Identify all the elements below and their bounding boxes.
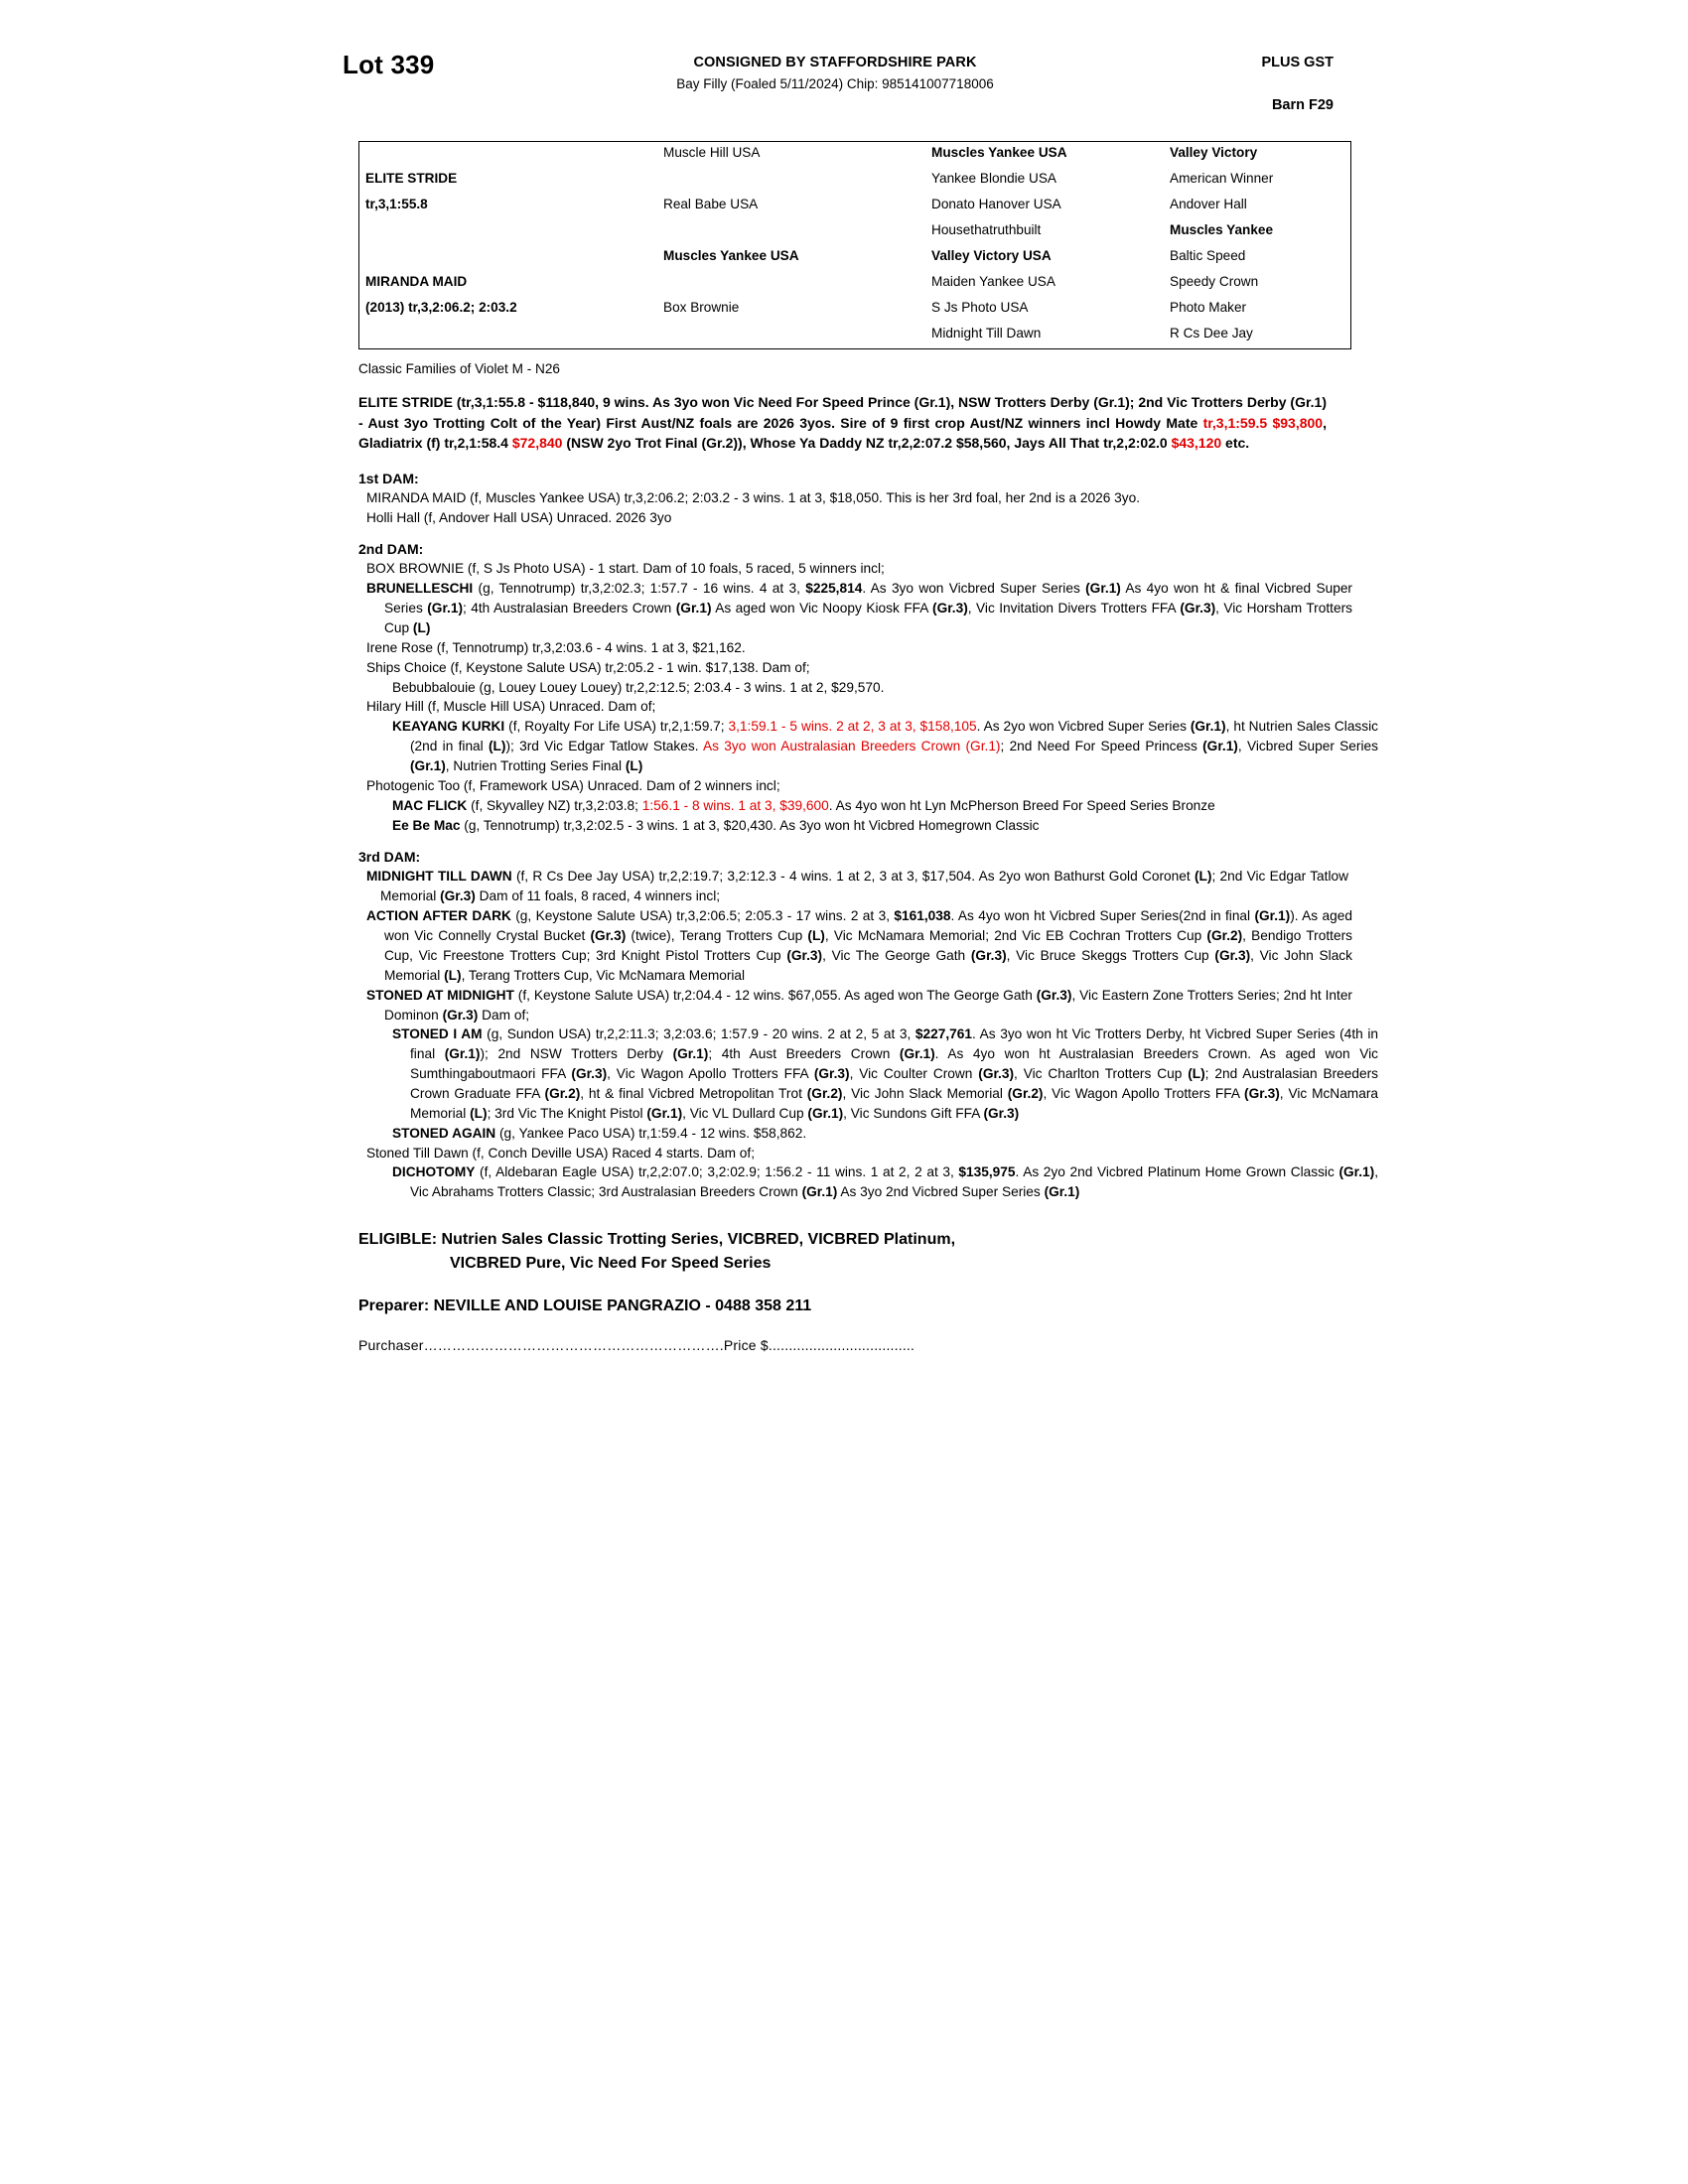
entry-segment: (Gr.3) <box>1244 1085 1280 1101</box>
entry-segment: Irene Rose (f, Tennotrump) tr,3,2:03.6 - 4 wins. 1 at 3, $21,162. <box>366 639 746 655</box>
entry-segment: . As 3yo won ht Vic Trotters Derby, ht Vicbred Super Series (4th in final <box>410 1026 1378 1062</box>
entry-segment: (L) <box>489 739 506 754</box>
entry-segment: (L) <box>412 620 431 636</box>
entry-segment: ; 3rd Vic The Knight Pistol <box>487 1105 647 1121</box>
entry-segment: (L) <box>1194 869 1212 885</box>
entry-segment: (Gr.2) <box>1007 1085 1044 1101</box>
pedigree-entry <box>358 1144 1352 1163</box>
pedigree-cell: S Js Photo USA <box>931 300 1029 315</box>
pedigree-entry <box>358 776 1352 796</box>
entry-segment: (g, Yankee Paco USA) tr,1:59.4 - 12 wins. $58,862. <box>495 1125 807 1141</box>
entry-segment: (Gr.3) <box>978 1066 1015 1082</box>
entry-segment: (Gr.3) <box>1214 947 1251 963</box>
entry-segment: (L) <box>1188 1066 1205 1082</box>
entry-segment: ACTION AFTER DARK <box>366 908 511 924</box>
entry-segment: Bebubbalouie (g, Louey Louey Louey) tr,2,2:12.5; 2:03.4 - 3 wins. 1 at 2, $29,570. <box>392 679 885 695</box>
entry-segment: (Gr.3) <box>1180 601 1216 616</box>
consignor-line: CONSIGNED BY STAFFORDSHIRE PARK <box>693 55 977 70</box>
horse-description: Bay Filly (Foaled 5/11/2024) Chip: 985141007718006 <box>676 76 994 91</box>
entry-segment: 3,1:59.1 - 5 wins. 2 at 2, 3 at 3, $158,105 <box>728 719 977 735</box>
pedigree-cell <box>657 219 925 245</box>
pedigree-cell: tr,3,1:55.8 <box>365 197 428 211</box>
entry-segment: , Nutrien Trotting Series Final <box>445 758 626 774</box>
sire-text-4: etc. <box>1221 435 1250 452</box>
entry-segment: KEAYANG KURKI <box>392 719 505 735</box>
sire-summary <box>358 392 1327 454</box>
dam-heading: 3rd DAM: <box>358 849 421 866</box>
entry-segment: (Gr.1) <box>646 1105 683 1121</box>
eligible-block <box>358 1228 1252 1276</box>
entry-segment: . As 4yo won ht Australasian Breeders Crown. As aged won Vic Sumthingaboutmaori FFA <box>410 1046 1378 1082</box>
entry-segment: , Terang Trotters Cup, Vic McNamara Memorial <box>461 967 746 983</box>
pedigree-entry <box>358 508 1348 528</box>
entry-segment: (Gr.1) <box>675 601 712 616</box>
classic-families: Classic Families of Violet M - N26 <box>358 361 560 376</box>
sire-highlight-2: $72,840 <box>511 435 563 452</box>
entry-segment: (f, Royalty For Life USA) tr,2,1:59.7; <box>504 719 729 735</box>
entry-segment: (L) <box>625 758 643 774</box>
entry-segment: DICHOTOMY <box>392 1164 476 1180</box>
pedigree-entry <box>358 488 1348 508</box>
entry-segment: (Gr.1) <box>1190 719 1226 735</box>
plus-gst-label: PLUS GST <box>1261 55 1334 70</box>
pedigree-cell <box>359 219 657 245</box>
entry-segment: , Bendigo Trotters Cup, Vic Freestone Trotters Cup; 3rd Knight Pistol Trotters Cup <box>384 928 1352 963</box>
entry-segment: ; 4th Aust Breeders Crown <box>708 1046 900 1062</box>
entry-segment: , Vic Wagon Apollo Trotters FFA <box>607 1066 814 1082</box>
entry-segment: ); 2nd NSW Trotters Derby <box>480 1046 673 1062</box>
entry-segment: (Gr.2) <box>1206 928 1243 944</box>
entry-segment: , Vic Horsham Trotters Cup <box>384 601 1352 636</box>
entry-segment: (Gr.3) <box>571 1066 608 1082</box>
pedigree-cell: Speedy Crown <box>1170 274 1259 289</box>
pedigree-row <box>359 245 1372 271</box>
preparer-line: Preparer: NEVILLE AND LOUISE PANGRAZIO - 0488 358 211 <box>358 1297 812 1315</box>
entry-segment: , Vic McNamara Memorial <box>410 1085 1378 1121</box>
entry-segment: STONED AGAIN <box>392 1125 496 1141</box>
pedigree-entry <box>358 658 1352 678</box>
eligible-line-1: ELIGIBLE: Nutrien Sales Classic Trotting Series, VICBRED, VICBRED Platinum, <box>358 1231 956 1249</box>
pedigree-row <box>359 194 1372 219</box>
pedigree-cell: R Cs Dee Jay <box>1170 326 1253 341</box>
entry-segment: (Gr.1) <box>672 1046 709 1062</box>
pedigree-cell: (2013) tr,3,2:06.2; 2:03.2 <box>365 300 517 315</box>
entry-segment: (g, Sundon USA) tr,2,2:11.3; 3,2:03.6; 1:57.9 - 20 wins. 2 at 2, 5 at 3, <box>482 1026 915 1042</box>
entry-segment: Photogenic Too (f, Framework USA) Unraced. Dam of 2 winners incl; <box>366 777 780 793</box>
entry-segment: ; 4th Australasian Breeders Crown <box>463 601 676 616</box>
entry-segment: $161,038 <box>894 908 951 924</box>
sire-text-1: ELITE STRIDE (tr,3,1:55.8 - $118,840, 9 wins. As 3yo won Vic Need For Speed Prince (Gr.1), NSW Trotters Derby (Gr.1); 2nd Vic Trotters Derby (Gr.1) - Aust 3yo Trotting Colt of the Year) First Aust/NZ foals are 2026 3yos. Sire of 9 first crop Aust/NZ winners incl Howdy Mate <box>358 394 1327 431</box>
entry-segment: $225,814 <box>805 581 863 597</box>
entry-segment: (Gr.3) <box>813 1066 850 1082</box>
pedigree-row <box>359 323 1372 348</box>
entry-segment: ; 2nd Australasian Breeders Crown Graduate FFA <box>410 1066 1379 1101</box>
entry-segment: (Gr.1) <box>1044 1184 1080 1200</box>
pedigree-entry <box>358 1162 1378 1202</box>
page-header <box>343 46 1345 137</box>
sire-highlight-1: tr,3,1:59.5 $93,800 <box>1202 414 1324 431</box>
entry-segment: ). As aged won Vic Connelly Crystal Bucket <box>384 908 1352 944</box>
pedigree-entry <box>358 638 1352 658</box>
entry-segment: Holli Hall (f, Andover Hall USA) Unraced. 2026 3yo <box>366 509 672 525</box>
entry-segment: (Gr.3) <box>786 947 823 963</box>
pedigree-cell: Real Babe USA <box>663 197 759 211</box>
entry-segment: Ships Choice (f, Keystone Salute USA) tr,2:05.2 - 1 win. $17,138. Dam of; <box>366 659 810 675</box>
entry-segment: (g, Keystone Salute USA) tr,3,2:06.5; 2:05.3 - 17 wins. 2 at 3, <box>510 908 895 924</box>
entry-segment: , ht Nutrien Sales Classic (2nd in final <box>410 719 1379 754</box>
pedigree-entry <box>358 579 1352 638</box>
pedigree-cell: Photo Maker <box>1170 300 1247 315</box>
entry-segment: (Gr.3) <box>442 1007 479 1023</box>
entry-segment: . As 4yo won ht Lyn McPherson Breed For Speed Series Bronze <box>828 797 1215 813</box>
entry-segment: (twice), Terang Trotters Cup <box>626 928 808 944</box>
pedigree-cell: Baltic Speed <box>1170 248 1246 263</box>
entry-segment: ; 2nd Need For Speed Princess <box>1000 739 1203 754</box>
entry-segment: (Gr.1) <box>410 758 446 774</box>
pedigree-cell: ELITE STRIDE <box>365 171 458 186</box>
dam-heading: 2nd DAM: <box>358 541 424 558</box>
pedigree-row <box>359 168 1372 194</box>
entry-segment: As 3yo won Australasian Breeders Crown (Gr.1) <box>703 739 1001 754</box>
sire-text-2: , Gladiatrix (f) tr,2,1:58.4 <box>358 414 1327 452</box>
entry-segment: (Gr.1) <box>427 601 463 616</box>
entry-segment: As 3yo 2nd Vicbred Super Series <box>837 1184 1045 1200</box>
entry-segment: , Vic Charlton Trotters Cup <box>1014 1066 1189 1082</box>
entry-segment: (g, Tennotrump) tr,3,2:02.3; 1:57.7 - 16 wins. 4 at 3, <box>473 581 806 597</box>
pedigree-entry <box>358 717 1378 776</box>
dam-heading: 1st DAM: <box>358 470 419 486</box>
entry-segment: (Gr.3) <box>983 1105 1020 1121</box>
pedigree-cell <box>359 142 657 168</box>
pedigree-cell: American Winner <box>1170 171 1274 186</box>
pedigree-entry <box>358 1024 1378 1123</box>
pedigree-entry <box>358 559 1348 579</box>
pedigree-cell <box>359 323 657 348</box>
entry-segment: , Vic Wagon Apollo Trotters FFA <box>1043 1085 1245 1101</box>
entry-segment: (Gr.2) <box>544 1085 581 1101</box>
entry-segment: MAC FLICK <box>392 797 468 813</box>
entry-segment: , Vic John Slack Memorial <box>842 1085 1008 1101</box>
entry-segment: Ee Be Mac <box>392 817 461 833</box>
lot-number: Lot 339 <box>343 50 435 79</box>
entry-segment: (f, Keystone Salute USA) tr,2:04.4 - 12 wins. $67,055. As aged won The George Gath <box>513 987 1037 1003</box>
pedigree-entry <box>358 867 1348 906</box>
pedigree-cell: Housethatruthbuilt <box>931 222 1042 237</box>
pedigree-cell: Muscles Yankee <box>1170 222 1274 237</box>
entry-segment: Dam of; <box>478 1007 530 1023</box>
pedigree-entry <box>358 906 1352 985</box>
pedigree-table <box>359 142 1372 348</box>
pedigree-cell <box>657 323 925 348</box>
pedigree-row <box>359 297 1372 323</box>
pedigree-entry <box>358 678 1378 698</box>
entry-segment: (Gr.3) <box>1036 987 1072 1003</box>
pedigree-row <box>359 142 1372 168</box>
entry-segment: Hilary Hill (f, Muscle Hill USA) Unraced. Dam of; <box>366 699 656 715</box>
entry-segment: , Vic Invitation Divers Trotters FFA <box>967 601 1181 616</box>
entry-segment: (Gr.1) <box>801 1184 838 1200</box>
entry-segment: (Gr.1) <box>1338 1164 1375 1180</box>
pedigree-entry <box>358 697 1352 717</box>
entry-segment: $135,975 <box>958 1164 1016 1180</box>
pedigree-cell <box>657 168 925 194</box>
entry-segment: , Vic McNamara Memorial; 2nd Vic EB Cochran Trotters Cup <box>824 928 1207 944</box>
entry-segment: (Gr.1) <box>1085 581 1121 597</box>
barn-label: Barn F29 <box>1271 97 1334 113</box>
entry-segment: BRUNELLESCHI <box>366 581 474 597</box>
entry-segment: (Gr.2) <box>806 1085 843 1101</box>
entry-segment: (Gr.1) <box>444 1046 481 1062</box>
pedigree-cell: Valley Victory <box>1170 145 1258 160</box>
entry-segment: . As 3yo won Vicbred Super Series <box>862 581 1086 597</box>
page-content <box>343 46 1379 1354</box>
entry-segment: As 4yo won ht & final Vicbred Super Series <box>384 581 1352 616</box>
entry-segment: (Gr.3) <box>590 928 627 944</box>
entry-segment: , Vic Abrahams Trotters Classic; 3rd Australasian Breeders Crown <box>410 1164 1378 1200</box>
entry-segment: (Gr.3) <box>932 601 968 616</box>
pedigree-cell: Box Brownie <box>663 300 740 315</box>
sire-highlight-3: $43,120 <box>1171 435 1222 452</box>
pedigree-entry <box>358 796 1378 816</box>
eligible-line-2: VICBRED Pure, Vic Need For Speed Series <box>450 1255 772 1273</box>
pedigree-cell: Muscles Yankee USA <box>663 248 799 263</box>
entry-segment: Stoned Till Dawn (f, Conch Deville USA) Raced 4 starts. Dam of; <box>366 1145 756 1160</box>
pedigree-cell: Yankee Blondie USA <box>931 171 1056 186</box>
purchaser-line: Purchaser……………………………………………………….Price $.................................... <box>358 1337 915 1354</box>
entry-segment: 1:56.1 - 8 wins. 1 at 3, $39,600 <box>641 797 829 813</box>
entry-segment: , Vic The George Gath <box>822 947 971 963</box>
entry-segment: As aged won Vic Noopy Kiosk FFA <box>711 601 933 616</box>
pedigree-entry <box>358 1124 1378 1144</box>
entry-segment: ); 3rd Vic Edgar Tatlow Stakes. <box>505 739 704 754</box>
entry-segment: (f, Aldebaran Eagle USA) tr,2,2:07.0; 3,2:02.9; 1:56.2 - 11 wins. 1 at 2, 2 at 3, <box>475 1164 959 1180</box>
entry-segment: (Gr.1) <box>1254 908 1291 924</box>
pedigree-cell: Muscle Hill USA <box>663 145 761 160</box>
pedigree-cell <box>359 245 657 271</box>
entry-segment: (g, Tennotrump) tr,3,2:02.5 - 3 wins. 1 at 3, $20,430. As 3yo won ht Vicbred Homegrown Classic <box>460 817 1040 833</box>
pedigree-entry <box>358 816 1378 836</box>
entry-segment: (f, Skyvalley NZ) tr,3,2:03.8; <box>467 797 642 813</box>
entry-segment: , Vic Bruce Skeggs Trotters Cup <box>1006 947 1215 963</box>
entry-segment: . As 2yo won Vicbred Super Series <box>976 719 1191 735</box>
entry-segment: STONED AT MIDNIGHT <box>366 987 514 1003</box>
entry-segment: (f, R Cs Dee Jay USA) tr,2,2:19.7; 3,2:12.3 - 4 wins. 1 at 2, 3 at 3, $17,504. As 2yo won Bathurst Gold Coronet <box>511 869 1195 885</box>
pedigree-row <box>359 219 1372 245</box>
entry-segment: (Gr.1) <box>807 1105 844 1121</box>
entry-segment: . As 2yo 2nd Vicbred Platinum Home Grown Classic <box>1015 1164 1339 1180</box>
entry-segment: (Gr.1) <box>899 1046 935 1062</box>
entry-segment: BOX BROWNIE (f, S Js Photo USA) - 1 start. Dam of 10 foals, 5 raced, 5 winners incl; <box>366 561 885 577</box>
entry-segment: MIDNIGHT TILL DAWN <box>366 869 512 885</box>
entry-segment: (Gr.3) <box>970 947 1007 963</box>
entry-segment: . As 4yo won ht Vicbred Super Series(2nd in final <box>950 908 1255 924</box>
entry-segment: Dam of 11 foals, 8 raced, 4 winners incl; <box>475 888 721 904</box>
pedigree-cell: Andover Hall <box>1170 197 1247 211</box>
entry-segment: STONED I AM <box>392 1026 483 1042</box>
entry-segment: (L) <box>470 1105 488 1121</box>
entry-segment: (L) <box>807 928 825 944</box>
pedigree-cell: MIRANDA MAID <box>365 274 468 289</box>
sire-text-3: (NSW 2yo Trot Final (Gr.2)), Whose Ya Daddy NZ tr,2,2:07.2 $58,560, Jays All That tr,2,2:02.0 <box>562 435 1172 452</box>
pedigree-cell: Midnight Till Dawn <box>931 326 1042 341</box>
entry-segment: ; 2nd Vic Edgar Tatlow Memorial <box>380 869 1348 904</box>
pedigree-cell: Maiden Yankee USA <box>931 274 1055 289</box>
entry-segment: (Gr.1) <box>1202 739 1238 754</box>
entry-segment: , ht & final Vicbred Metropolitan Trot <box>580 1085 807 1101</box>
entry-segment: , Vic Coulter Crown <box>849 1066 979 1082</box>
entry-segment: MIRANDA MAID (f, Muscles Yankee USA) tr,3,2:06.2; 2:03.2 - 3 wins. 1 at 3, $18,050. This is her 3rd foal, her 2nd is a 2026 3yo. <box>366 489 1141 505</box>
dam-sections <box>343 470 1379 1202</box>
entry-segment: , Vic VL Dullard Cup <box>682 1105 808 1121</box>
pedigree-cell: Valley Victory USA <box>931 248 1052 263</box>
entry-segment: , Vic John Slack Memorial <box>384 947 1352 983</box>
pedigree-cell <box>657 271 925 297</box>
entry-segment: , Vic Eastern Zone Trotters Series; 2nd ht Inter Dominon <box>384 987 1352 1023</box>
pedigree-cell: Muscles Yankee USA <box>931 145 1067 160</box>
pedigree-table-wrap <box>358 141 1351 349</box>
pedigree-entry <box>358 986 1352 1025</box>
entry-segment: , Vicbred Super Series <box>1237 739 1378 754</box>
entry-segment: (Gr.3) <box>440 888 476 904</box>
entry-segment: (L) <box>444 967 462 983</box>
pedigree-row <box>359 271 1372 297</box>
pedigree-cell: Donato Hanover USA <box>931 197 1061 211</box>
entry-segment: , Vic Sundons Gift FFA <box>843 1105 984 1121</box>
entry-segment: $227,761 <box>914 1026 972 1042</box>
